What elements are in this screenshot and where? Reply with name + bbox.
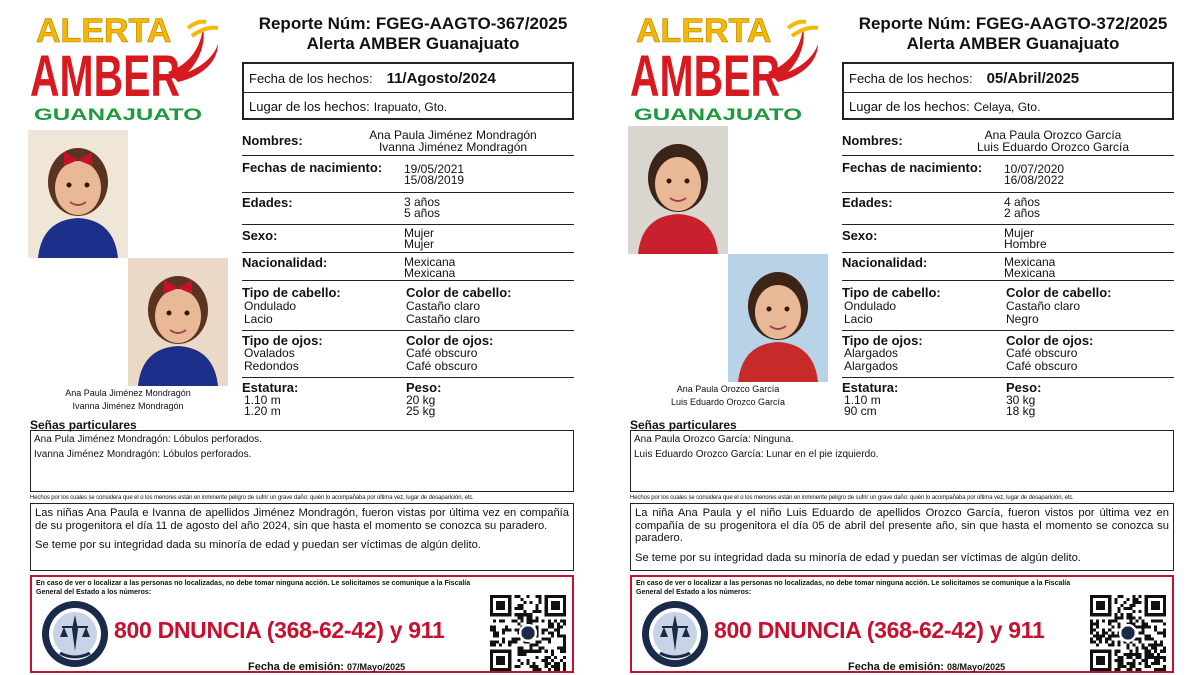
concern-text: Se teme por su integridad dada su minoría de edad y puedan ser víctimas de algún delito.: [35, 539, 481, 551]
fecha-hechos-value: 11/Agosto/2024: [386, 69, 496, 87]
row-nombres: [242, 126, 574, 156]
emission-value: 08/Mayo/2025: [947, 662, 1006, 672]
report-number: Reporte Núm: FGEG-AAGTO-372/2025: [858, 14, 1168, 33]
incident-box: [242, 62, 574, 120]
color-ojos-1: Café obscuro: [406, 346, 478, 360]
edades-label: Edades:: [842, 195, 893, 210]
logo-alerta: ALERTA: [636, 12, 772, 50]
sexo-1: Mujer: [404, 226, 435, 240]
tipo-cabello-2: Lacio: [244, 312, 273, 326]
senas-2: Luis Eduardo Orozco García: Lunar en el pie izquierdo.: [634, 449, 879, 460]
warning-text: En caso de ver o localizar a las personas no localizadas, no debe tomar ninguna acción. Le solicitamos se comunique a la Fiscalía General del Estado a los números:: [636, 580, 1071, 596]
estatura-2: 1.20 m: [244, 404, 281, 418]
fine-print: Hechos por los cuales se considera que el o los menores están en inminente peligro de sufrir un grave daño: quién lo acompañaba por última vez, lugar de desaparición, etc.: [630, 495, 1074, 501]
qr-code-icon: [1090, 595, 1166, 671]
sexo-2: Mujer: [404, 237, 435, 251]
photo-captions: [628, 383, 828, 409]
emission-date: [848, 661, 1005, 673]
estatura-1: 1.10 m: [244, 393, 281, 407]
senas-1: Ana Paula Orozco García: Ninguna.: [634, 434, 794, 445]
color-ojos-label: Color de ojos:: [1006, 333, 1094, 348]
child-photo-2: [128, 258, 228, 386]
tipo-ojos-1: Ovalados: [244, 346, 295, 360]
row-estatura: [242, 380, 574, 422]
child-photo-2: [728, 254, 828, 382]
edad-1: 4 años: [1004, 195, 1041, 209]
fine-print: Hechos por los cuales se considera que el o los menores están en inminente peligro de sufrir un grave daño: quién lo acompañaba por última vez, lugar de desaparición, etc.: [30, 495, 474, 501]
sexo-label: Sexo:: [242, 228, 278, 243]
row-estatura: [842, 380, 1174, 422]
nacionalidad-2: Mexicana: [404, 266, 456, 280]
lugar-hechos-value: Celaya, Gto.: [973, 99, 1041, 114]
peso-1: 20 kg: [406, 393, 436, 407]
hotline-number: 800 DNUNCIA (368-62-42) y 911: [114, 617, 445, 643]
senas-2: Ivanna Jiménez Mondragón: Lóbulos perforados.: [34, 449, 252, 460]
peso-1: 30 kg: [1006, 393, 1036, 407]
color-cabello-1: Castaño claro: [1006, 299, 1081, 313]
fecha-hechos-value: 05/Abril/2025: [986, 69, 1080, 87]
emission-date: [248, 661, 405, 673]
estatura-1: 1.10 m: [844, 393, 881, 407]
color-cabello-label: Color de cabello:: [406, 285, 512, 300]
nacionalidad-1: Mexicana: [404, 255, 456, 269]
incident-box: [842, 62, 1174, 120]
photo-caption-2: Luis Eduardo Orozco García: [670, 397, 786, 407]
qr-code-icon: [490, 595, 566, 671]
tipo-cabello-1: Ondulado: [844, 299, 897, 313]
estatura-label: Estatura:: [242, 380, 299, 395]
nacimiento-2: 16/08/2022: [1004, 173, 1065, 187]
senas-box: [630, 430, 1174, 492]
lugar-hechos-label: Lugar de los hechos:: [849, 99, 970, 114]
edades-label: Edades:: [242, 195, 293, 210]
photo-captions: [28, 387, 228, 413]
row-nacimiento: [242, 160, 574, 193]
logo-guanajuato: GUANAJUATO: [634, 105, 802, 124]
estatura-label: Estatura:: [842, 380, 899, 395]
row-cabello: [842, 285, 1174, 331]
description-text: La niña Ana Paula y el niño Luis Eduardo de apellidos Orozco García, fueron vistos por última vez en compañía de su progenitora el día 05 de abril del presente año, sin que hasta el momento se conozca su paradero.: [635, 507, 1169, 544]
edad-1: 3 años: [404, 195, 441, 209]
row-edades: [842, 195, 1174, 225]
sexo-2: Hombre: [1004, 237, 1047, 251]
fiscalia-seal-icon: [640, 599, 710, 669]
sexo-label: Sexo:: [842, 228, 878, 243]
nacionalidad-label: Nacionalidad:: [242, 255, 328, 270]
emission-label: Fecha de emisión:: [248, 661, 344, 673]
tipo-ojos-1: Alargados: [844, 346, 899, 360]
photo-caption-1: Ana Paula Jiménez Mondragón: [65, 388, 191, 398]
row-nacionalidad: [842, 255, 1174, 281]
color-cabello-label: Color de cabello:: [1006, 285, 1112, 300]
color-ojos-2: Café obscuro: [1006, 359, 1078, 373]
nacimiento-2: 15/08/2019: [404, 173, 465, 187]
row-sexo: [242, 228, 574, 253]
tipo-cabello-label: Tipo de cabello:: [842, 285, 941, 300]
description-box: [30, 503, 574, 571]
fecha-hechos-label: Fecha de los hechos:: [849, 70, 973, 86]
nombre-1: Ana Paula Jiménez Mondragón: [369, 128, 537, 142]
nombres-label: Nombres:: [842, 133, 903, 148]
logo-alerta: ALERTA: [36, 12, 172, 50]
color-ojos-2: Café obscuro: [406, 359, 478, 373]
fecha-hechos-label: Fecha de los hechos:: [249, 70, 373, 86]
peso-2: 18 kg: [1006, 404, 1036, 418]
tipo-cabello-2: Lacio: [844, 312, 873, 326]
peso-label: Peso:: [1006, 380, 1042, 395]
nacimiento-1: 10/07/2020: [1004, 162, 1065, 176]
logo-guanajuato: GUANAJUATO: [34, 105, 202, 124]
row-ojos: [242, 333, 574, 378]
row-cabello: [242, 285, 574, 331]
report-subtitle: Alerta AMBER Guanajuato: [906, 34, 1120, 53]
child-photo-1: [28, 130, 128, 258]
report-header: [236, 14, 590, 54]
color-cabello-2: Negro: [1006, 312, 1039, 326]
edad-2: 2 años: [1004, 206, 1041, 220]
nacionalidad-2: Mexicana: [1004, 266, 1056, 280]
child-photo-1: [628, 126, 728, 254]
row-sexo: [842, 228, 1174, 253]
amber-alert-logo: [628, 10, 828, 125]
emission-value: 07/Mayo/2025: [347, 662, 406, 672]
color-cabello-2: Castaño claro: [406, 312, 481, 326]
fiscalia-seal-icon: [40, 599, 110, 669]
row-nombres: [842, 126, 1174, 156]
tipo-cabello-1: Ondulado: [244, 299, 297, 313]
photo-caption-2: Ivanna Jiménez Mondragón: [72, 401, 184, 411]
color-ojos-1: Café obscuro: [1006, 346, 1078, 360]
emission-label: Fecha de emisión:: [848, 661, 944, 673]
senas-title: Señas particulares: [30, 418, 137, 432]
senas-title: Señas particulares: [630, 418, 737, 432]
nombres-label: Nombres:: [242, 133, 303, 148]
logo-amber: AMBER: [30, 44, 180, 109]
sexo-1: Mujer: [1004, 226, 1035, 240]
amber-alert-poster-2: [600, 0, 1200, 675]
logo-amber: AMBER: [630, 44, 780, 109]
row-nacimiento: [842, 160, 1174, 193]
lugar-hechos-value: Irapuato, Gto.: [373, 99, 448, 114]
estatura-2: 90 cm: [844, 404, 877, 418]
peso-label: Peso:: [406, 380, 442, 395]
peso-2: 25 kg: [406, 404, 436, 418]
senas-1: Ana Pula Jiménez Mondragón: Lóbulos perforados.: [34, 434, 262, 445]
concern-text: Se teme por su integridad dada su minoría de edad y puedan ser víctimas de algún delito.: [635, 551, 1081, 564]
contact-box: [630, 575, 1174, 673]
hotline-number: 800 DNUNCIA (368-62-42) y 911: [714, 617, 1045, 643]
nacionalidad-label: Nacionalidad:: [842, 255, 928, 270]
edad-2: 5 años: [404, 206, 441, 220]
photo-caption-1: Ana Paula Orozco García: [676, 384, 780, 394]
tipo-ojos-label: Tipo de ojos:: [842, 333, 923, 348]
warning-text: En caso de ver o localizar a las personas no localizadas, no debe tomar ninguna acción. Le solicitamos se comunique a la Fiscalía General del Estado a los números:: [36, 580, 471, 596]
description-text: Las niñas Ana Paula e Ivanna de apellidos Jiménez Mondragón, fueron vistas por última vez en compañía de su progenitora el día 11 de agosto del año 2024, sin que hasta el momento se conozca su paradero.: [35, 507, 569, 532]
lugar-hechos-label: Lugar de los hechos:: [249, 99, 370, 114]
report-subtitle: Alerta AMBER Guanajuato: [306, 34, 520, 53]
row-nacionalidad: [242, 255, 574, 281]
nacionalidad-1: Mexicana: [1004, 255, 1056, 269]
description-box: [630, 503, 1174, 571]
row-ojos: [842, 333, 1174, 378]
amber-alert-logo: [28, 10, 228, 125]
nacimiento-1: 19/05/2021: [404, 162, 465, 176]
nombre-2: Luis Eduardo Orozco García: [976, 140, 1130, 154]
tipo-ojos-2: Redondos: [244, 359, 299, 373]
color-ojos-label: Color de ojos:: [406, 333, 494, 348]
senas-box: [30, 430, 574, 492]
report-number: Reporte Núm: FGEG-AAGTO-367/2025: [258, 14, 568, 33]
contact-box: [30, 575, 574, 673]
nombre-2: Ivanna Jiménez Mondragón: [378, 140, 528, 154]
tipo-ojos-2: Alargados: [844, 359, 899, 373]
color-cabello-1: Castaño claro: [406, 299, 481, 313]
tipo-ojos-label: Tipo de ojos:: [242, 333, 323, 348]
tipo-cabello-label: Tipo de cabello:: [242, 285, 341, 300]
nombre-1: Ana Paula Orozco García: [984, 128, 1122, 142]
row-edades: [242, 195, 574, 225]
nacimiento-label: Fechas de nacimiento:: [842, 160, 983, 175]
nacimiento-label: Fechas de nacimiento:: [242, 160, 383, 175]
report-header: [836, 14, 1190, 54]
